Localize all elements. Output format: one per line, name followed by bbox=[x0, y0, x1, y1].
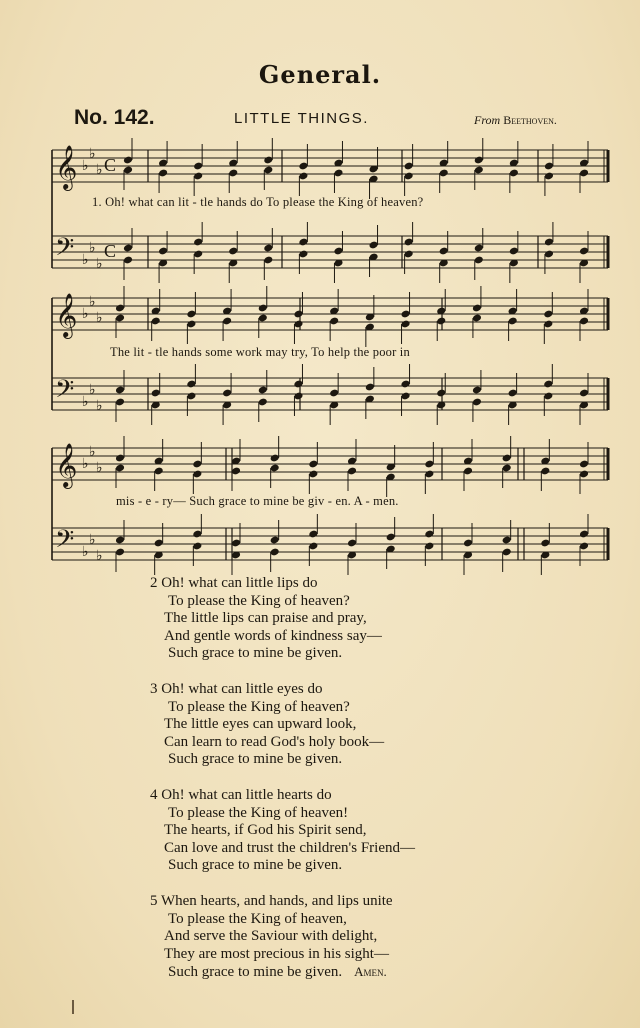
verse-line: When hearts, and hands, and lips unite bbox=[160, 892, 393, 909]
flat-icon: ♭ bbox=[82, 544, 89, 560]
treble-clef-icon: 𝄞 bbox=[55, 443, 78, 487]
verse-2 bbox=[150, 575, 590, 663]
verse-line: Oh! what can little eyes do bbox=[161, 680, 323, 697]
verse-line: Such grace to mine be given. bbox=[168, 751, 343, 768]
verse-number: 5 bbox=[150, 892, 158, 909]
flat-icon: ♭ bbox=[89, 382, 96, 398]
verse-line: Such grace to mine be given. bbox=[168, 857, 343, 874]
verse-line: And serve the Saviour with delight, bbox=[164, 928, 378, 945]
flat-icon: ♭ bbox=[89, 240, 96, 256]
flat-icon: ♭ bbox=[82, 158, 89, 174]
verse-line: And gentle words of kindness say— bbox=[164, 627, 382, 644]
bass-clef-icon: 𝄢 bbox=[55, 375, 75, 410]
lyrics-system-1: 1. Oh! what can lit - tle hands do To please the King of heaven? bbox=[92, 195, 424, 209]
page-mark bbox=[72, 1000, 74, 1014]
section-title: General. bbox=[258, 60, 382, 89]
bass-clef-icon: 𝄢 bbox=[55, 233, 75, 268]
flat-icon: ♭ bbox=[82, 394, 89, 410]
flat-icon: ♭ bbox=[96, 548, 103, 564]
lyrics-system-2: The lit - tle hands some work may try, To help the poor in bbox=[110, 345, 410, 359]
flat-icon: ♭ bbox=[89, 146, 96, 162]
verse-3 bbox=[150, 681, 590, 769]
flat-icon: ♭ bbox=[96, 398, 103, 414]
verse-line: To please the King of heaven? bbox=[168, 592, 350, 609]
verse-line: The little eyes can upward look, bbox=[164, 716, 357, 733]
flat-icon: ♭ bbox=[96, 460, 103, 476]
flat-icon: ♭ bbox=[96, 310, 103, 326]
verse-number: 3 bbox=[150, 680, 158, 697]
verse-line: The hearts, if God his Spirit send, bbox=[164, 822, 367, 839]
verse-line: To please the King of heaven! bbox=[168, 804, 349, 821]
verse-number: 2 bbox=[150, 575, 158, 591]
hymn-number: No. 142. bbox=[74, 106, 155, 129]
lyrics-system-3: mis - e - ry— Such grace to mine be giv - en. A - men. bbox=[116, 494, 399, 508]
attribution-name: Beethoven. bbox=[503, 113, 557, 127]
verse-line: Can love and trust the children's Friend— bbox=[164, 839, 415, 856]
verse-5 bbox=[150, 893, 590, 982]
amen-text: Amen. bbox=[354, 964, 387, 980]
treble-clef-icon: 𝄞 bbox=[55, 293, 78, 337]
verse-line: Such grace to mine be given. bbox=[168, 964, 343, 981]
flat-icon: ♭ bbox=[89, 294, 96, 310]
verse-line: To please the King of heaven, bbox=[168, 910, 347, 927]
time-signature: C bbox=[104, 155, 117, 175]
verse-line: Can learn to read God's holy book— bbox=[164, 733, 385, 750]
flat-icon: ♭ bbox=[82, 306, 89, 322]
verse-line: Such grace to mine be given. bbox=[168, 645, 343, 662]
verse-line: Oh! what can little lips do bbox=[161, 575, 318, 591]
verse-line: To please the King of heaven? bbox=[168, 698, 350, 715]
verse-line: Oh! what can little hearts do bbox=[161, 786, 332, 803]
hymn-title: LITTLE THINGS. bbox=[234, 110, 369, 127]
treble-clef-icon: 𝄞 bbox=[55, 145, 78, 189]
flat-icon: ♭ bbox=[96, 162, 103, 178]
verse-line: They are most precious in his sight— bbox=[164, 945, 389, 962]
flat-icon: ♭ bbox=[82, 252, 89, 268]
time-signature: C bbox=[104, 241, 117, 261]
verse-4 bbox=[150, 787, 590, 875]
verses bbox=[150, 575, 590, 1000]
verse-line: The little lips can praise and pray, bbox=[164, 610, 367, 627]
flat-icon: ♭ bbox=[89, 532, 96, 548]
flat-icon: ♭ bbox=[89, 444, 96, 460]
verse-number: 4 bbox=[150, 786, 158, 803]
flat-icon: ♭ bbox=[82, 456, 89, 472]
bass-clef-icon: 𝄢 bbox=[55, 525, 75, 560]
attribution-prefix: From bbox=[474, 113, 501, 127]
flat-icon: ♭ bbox=[96, 256, 103, 272]
